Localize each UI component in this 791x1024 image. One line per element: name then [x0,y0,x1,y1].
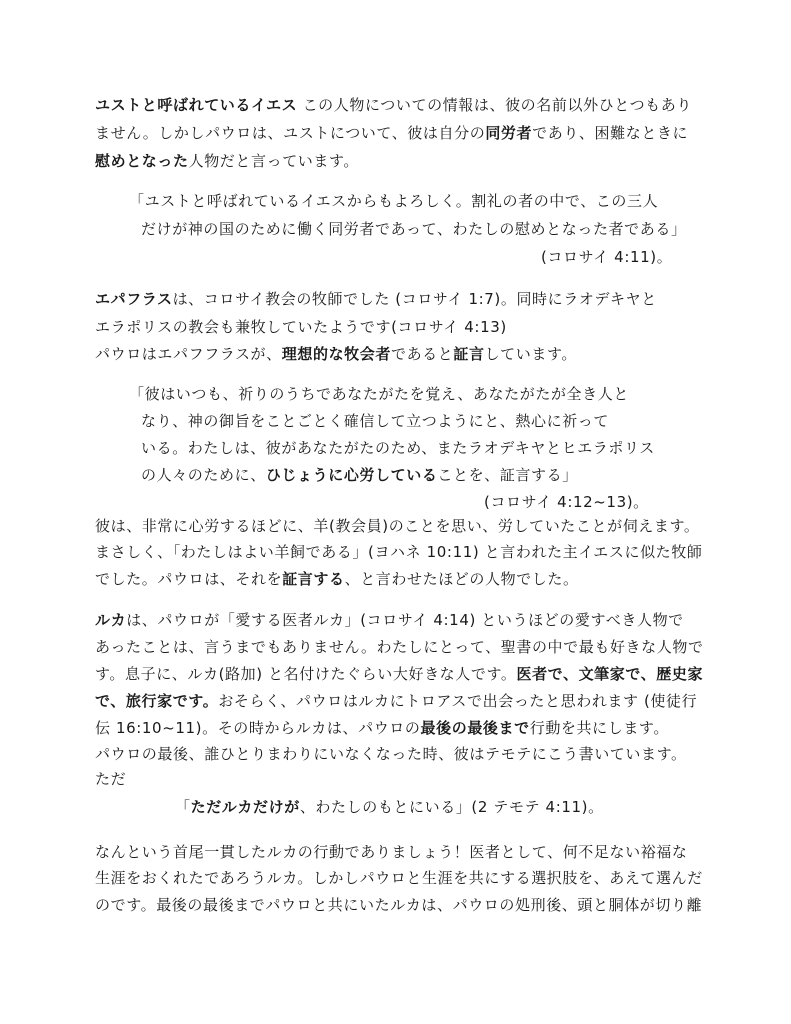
text-span: は、コロサイ教会の牧師でした (コロサイ 1:7)。同時にラオデキヤと [172,290,657,308]
paragraph-epaphras-line-3 [95,344,577,364]
paragraph-luke-line-6: パウロの最後、誰ひとりまわりにいなくなった時、彼はテモテにこう書いています。 [95,745,687,763]
text-span: 行動を共にします。 [529,719,669,737]
paragraph-luke-line-1 [95,610,684,630]
paragraph-luke-line-7: ただ [95,770,127,788]
paragraph-justus-line-2 [95,123,688,143]
quote-justus-line-2: だけが神の国のために働く同労者であって、わたしの慰めとなった者である」 [141,220,687,238]
text-span: は、パウロが「愛する医者ルカ」(コロサイ 4:14) というほどの愛すべき人物で [126,611,684,629]
quote-epaphras-line-3: いる。わたしは、彼があなたがたのため、またラオデキヤとヒエラポリス [141,439,655,457]
bold-term: エパフラス [95,290,173,308]
paragraph-shepherd-line-1: 彼は、非常に心労するほどに、羊(教会員)のことを思い、労していたことが伺えます。 [95,517,700,535]
text-span: す。息子に、ルカ(路加) と名付けたぐらい大好きな人です。 [95,665,517,683]
text-span: おそらく、パウロはルカにトロアスで出会ったと思われます (使徒行 [218,692,698,710]
bold-term: 同労者 [485,124,533,142]
text-span: 「 [175,798,191,816]
text-span: パウロはエパフフラスが、 [95,345,282,363]
text-span: しています。 [484,345,577,363]
bold-term: ただルカだけが [190,798,300,816]
text-span: の人々のために、 [141,466,266,484]
quote-epaphras-line-1: 「彼はいつも、祈りのうちであなたがたを覚え、あなたがたが全き人と [129,385,629,403]
text-span: 人物だと言っています。 [188,152,360,170]
bold-term: ひじょうに心労している [265,466,438,484]
bold-term: 医者で、文筆家で、歴史家 [516,665,704,683]
bold-term: 最後の最後まで [420,719,530,737]
quote-epaphras-line-2: なり、神の御旨をことごとく確信して立つようにと、熱心に祈って [141,412,610,430]
text-span: ことを、証言する」 [437,466,578,484]
text-span: 、と言わせたほどの人物でした。 [344,570,579,588]
quote-justus-reference: (コロサイ 4:11)。 [541,248,673,266]
text-span: であると [390,345,454,363]
quote-epaphras-reference: (コロサイ 4:12~13)。 [484,493,649,511]
paragraph-conclusion-line-1: なんという首尾一貫したルカの行動でありましょう！医者として、何不足ない裕福な [95,843,688,861]
text-span: 、わたしのもとにいる」(2 テモテ 4:11)。 [299,798,604,816]
bold-term: ルカ [95,611,127,629]
bold-term: ユストと呼ばれているイエス [95,96,298,114]
text-span: この人物についての情報は、彼の名前以外ひとつもあり [297,96,692,114]
quote-epaphras-line-4 [141,465,578,485]
paragraph-conclusion-line-3: のです。最後の最後までパウロと共にいたルカは、パウロの処刑後、頭と胴体が切り離 [95,896,703,914]
bold-term: 証言する [282,570,345,588]
paragraph-luke-line-4 [95,691,697,711]
text-span: でした。パウロは、それを [95,570,283,588]
paragraph-luke-line-2: あったことは、言うまでもありません。わたしにとって、聖書の中で最も好きな人物で [95,638,704,656]
paragraph-shepherd-line-3 [95,569,579,589]
paragraph-conclusion-line-2: 生涯をおくれたであろうルカ。しかしパウロと生涯を共にする選択肢を、あえて選んだ [95,869,703,887]
quote-luke [175,797,604,817]
paragraph-epaphras-line-2: エラポリスの教会も兼牧していたようです(コロサイ 4:13) [95,318,507,336]
paragraph-shepherd-line-2: まさしく、「わたしはよい羊飼である」(ヨハネ 10:11) と言われた主イエスに似た牧師 [95,543,703,561]
paragraph-justus-line-1 [95,95,692,115]
text-span: であり、困難なときに [532,124,689,142]
bold-term: 理想的な牧会者 [281,345,391,363]
bold-term: 証言 [453,345,485,363]
paragraph-justus-line-3 [95,151,359,171]
quote-justus-line-1: 「ユストと呼ばれているイエスからもよろしく。割礼の者の中で、この三人 [129,192,659,210]
text-span: ません。しかしパウロは、ユストについて、彼は自分の [95,124,486,142]
paragraph-luke-line-5 [95,718,669,738]
paragraph-luke-line-3 [95,664,703,684]
text-span: 伝 16:10~11)。その時からルカは、パウロの [95,719,421,737]
bold-term: で、旅行家です。 [95,692,219,710]
bold-term: 慰めとなった [95,152,189,170]
paragraph-epaphras-line-1 [95,289,657,309]
